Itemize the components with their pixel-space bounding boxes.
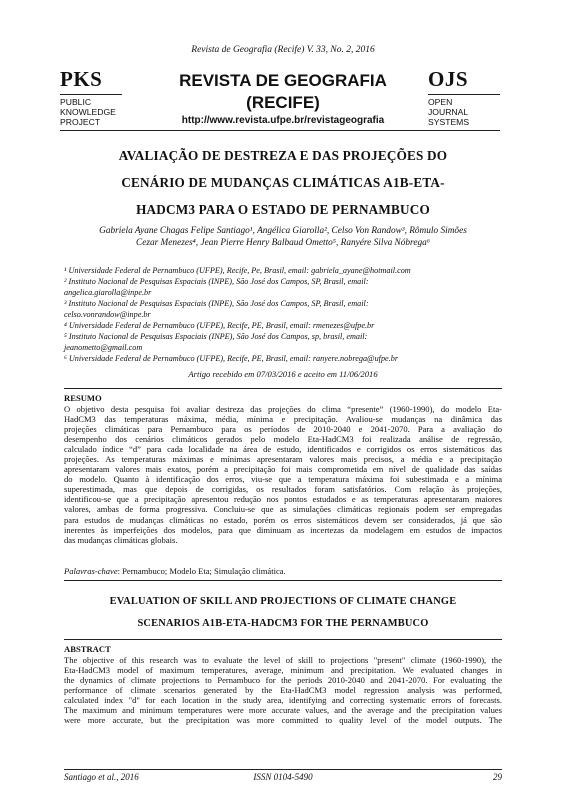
abstract-line: The maximum and minimum temperatures were more accurate values, and the average and the precipitation values (64, 705, 502, 716)
journal-title-city: (RECIFE) (246, 93, 320, 112)
resumo-line: valores, ambas de forma progressiva. Concluiu-se que as simulações climáticas regionais podem ser empregadas (64, 504, 502, 515)
ojs-logo-line: JOURNAL (428, 107, 469, 117)
keywords-label: Palavras-chave (64, 566, 118, 576)
resumo-line: apresentaram valores mais exatos, porém a precipitação foi mais comprometida em nível de qualidade das saídas (64, 464, 502, 475)
article-title-line: HADCM3 PARA O ESTADO DE PERNAMBUCO (136, 202, 430, 217)
resumo-line: projeções climáticas para Pernambuco para os períodos de 2010-2040 e 2041-2070. Para a avaliação do (64, 424, 502, 435)
affiliation-list (64, 265, 504, 364)
affiliation-line: ³ Instituto Nacional de Pesquisas Espaciais (INPE), São José dos Campos, SP, Brasil, email: (64, 299, 369, 308)
pkp-logo: PKS (60, 67, 103, 91)
resumo-line: superestimada, mas que depois de corrigidas, os resultados foram satisfatórios. Com relação às projeções, (64, 484, 502, 495)
keywords (64, 566, 286, 576)
ojs-logo-line: SYSTEMS (428, 117, 470, 127)
abstract-line: The objective of this research was to evaluate the level of skill to projections "present" climate (1960-1990), the (64, 655, 502, 665)
article-title-line: AVALIAÇÃO DE DESTREZA E DAS PROJEÇÕES DO (118, 148, 448, 163)
affiliation-line: ¹ Universidade Federal de Pernambuco (UFPE), Recife, Pe, Brasil, email: gabriela_ayane@hotmail.com (64, 266, 411, 275)
resumo-line: projeções. As temperaturas máximas e mínimas apresentaram valores mais precisos, a média e a precipitação (64, 454, 502, 465)
affiliation-line: ² Instituto Nacional de Pesquisas Espaciais (INPE), São José dos Campos, SP, Brasil, email: (64, 277, 369, 286)
pkp-logo-line: PUBLIC (60, 97, 92, 107)
resumo-text (64, 404, 502, 545)
footer-citation: Santiago et al., 2016 (64, 772, 139, 782)
abstract-top-rule (64, 639, 502, 640)
ojs-logo: OJS (428, 67, 469, 91)
resumo-heading: RESUMO (64, 393, 102, 403)
keywords-text: : Pernambuco; Modelo Eta; Simulação climática. (117, 566, 286, 576)
journal-reference: Revista de Geografia (Recife) V. 33, No. 2, 2016 (191, 45, 375, 55)
pkp-logo-rule (60, 94, 122, 95)
pkp-logo-line: KNOWLEDGE (60, 107, 116, 117)
journal-url-link[interactable]: http://www.revista.ufpe.br/revistageografia (181, 115, 385, 126)
affiliation-line: angelica.giarolla@inpe.br (64, 288, 152, 297)
page-number: 29 (493, 772, 502, 782)
received-date: Artigo recebido em 07/03/2016 e aceito em 11/06/2016 (188, 369, 378, 379)
resumo-line: para estudos de mudanças climáticas no estado, porém os erros sistemáticos devem ser considerados, já que são (64, 514, 502, 525)
ojs-logo-rule (428, 94, 500, 95)
abstract-line: Eta-HadCM3 model of maximum temperatures, average, minimum and precipitation. We evaluated changes in (64, 665, 502, 676)
author-list (70, 225, 496, 249)
author-line: Gabriela Ayane Chagas Felipe Santiago¹, Angélica Giarolla², Celso Von Randow³, Rômulo Simões (99, 226, 467, 236)
resumo-line: inerentes às imperfeições dos modelos, para que diminuam as incertezas da modelagem em estudos de impactos (64, 524, 502, 535)
affiliation-line: celso.vonrandow@inpe.br (64, 310, 151, 319)
ojs-logo-line: OPEN (428, 97, 453, 107)
resumo-bottom-rule (64, 580, 502, 581)
pkp-logo-line: PROJECT (60, 117, 101, 127)
resumo-line: identificou-se que a precipitação apresentou redução nos pontos estudados e as temperaturas apresentaram maiores (64, 494, 502, 505)
abstract-line: the dynamics of climate projections to Pernambuco for the periods 2010-2040 and 2041-2070. For evaluating the (64, 675, 502, 686)
article-title-line: CENÁRIO DE MUDANÇAS CLIMÁTICAS A1B-ETA- (121, 175, 445, 190)
pkp-logo-text (60, 97, 116, 127)
journal-title: REVISTA DE GEOGRAFIA (179, 71, 387, 90)
resumo-line: HadCM3 das temperaturas máxima, média, mínima e precipitação. Avaliou-se mudanças na dinâmica das (64, 414, 502, 425)
english-title-line: EVALUATION OF SKILL AND PROJECTIONS OF CLIMATE CHANGE (109, 596, 457, 607)
abstract-line: calculated index "d" for each location in the study area, identifying and correcting systematic errors of forecasts. (64, 695, 502, 706)
resumo-line: calculado índice “d” para cada localidade na área de estudo, identificados e corrigidos os erros sistemáticos das (64, 444, 502, 455)
resumo-line: do modelo. Quanto à identificação dos erros, viu-se que a temperatura máxima foi subestimada e a mínima (64, 474, 502, 485)
abstract-heading: ABSTRACT (64, 644, 111, 654)
english-title-line: SCENARIOS A1B-ETA-HADCM3 FOR THE PERNAMBUCO (137, 618, 429, 629)
resumo-line: das mudanças climáticas globais. (64, 534, 178, 545)
abstract-line: performance of climate scenarios generated by the Eta-HadCM3 model regression analysis was performed, (64, 685, 502, 696)
header-divider (60, 130, 500, 131)
affiliation-line: ⁵ Instituto Nacional de Pesquisas Espaciais (INPE), São José dos Campos, sp, brasil, email: (64, 332, 368, 341)
resumo-line: O objetivo desta pesquisa foi avaliar destreza das projeções do clima “presente” (1960-1990), do modelo Eta- (64, 404, 502, 414)
abstract-text (64, 655, 502, 725)
author-line: Cezar Menezes⁴, Jean Pierre Henry Balbaud Ometto⁵, Ranyére Silva Nóbrega⁶ (136, 238, 430, 248)
ojs-logo-text (428, 97, 469, 127)
affiliation-line: ⁴ Universidade Federal de Pernambuco (UFPE), Recife, PE, Brasil, email: rmenezes@ufpe.br (64, 321, 375, 330)
affiliation-line: jeanometto@gmail.com (64, 343, 143, 352)
resumo-top-rule (64, 388, 502, 389)
affiliation-line: ⁶ Universidade Federal de Pernambuco (UFPE), Recife, PE, Brasil, email: ranyere.nobrega@ufpe.br (64, 354, 398, 363)
footer-divider (64, 769, 502, 770)
resumo-line: desempenho dos cenários climáticos gerados pelo modelo Eta-HadCM3 foi realizada análise de regressão, (64, 434, 502, 445)
footer-issn: ISSN 0104-5490 (253, 772, 313, 782)
abstract-line: were more accurate, but the precipitation was more committed to quality level of the model outputs. The (64, 715, 502, 726)
